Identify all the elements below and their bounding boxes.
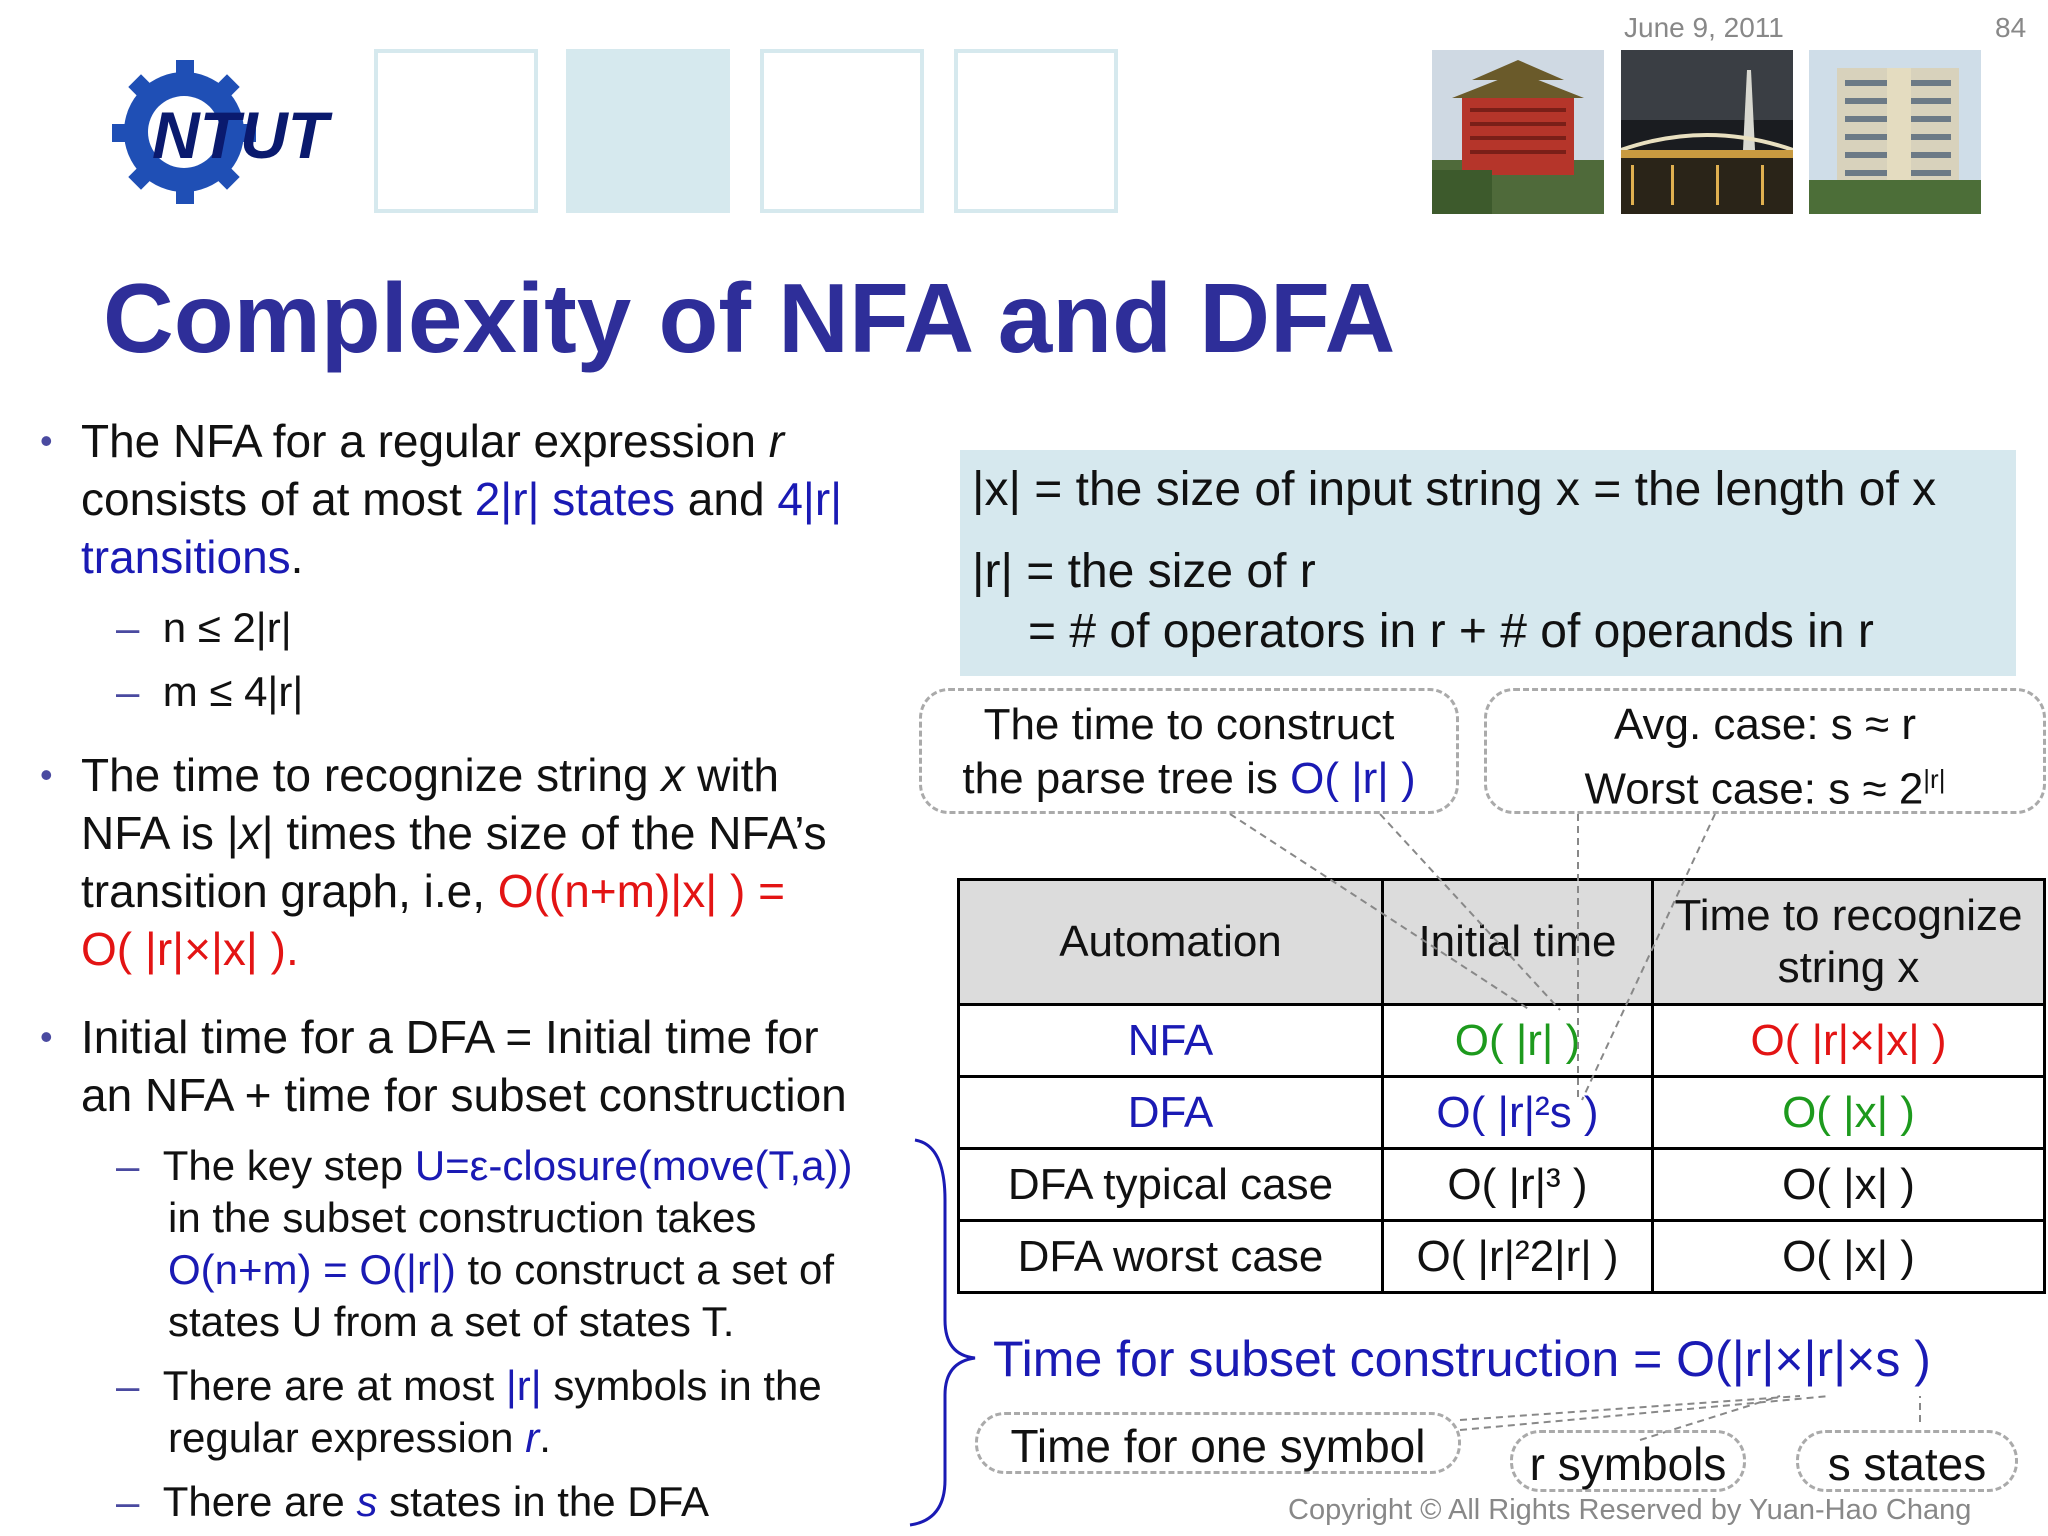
cell: O( |r|×|x| ) bbox=[1653, 1005, 2045, 1077]
cell: O( |r|²2|r| ) bbox=[1383, 1221, 1653, 1293]
text: states in the DFA bbox=[377, 1478, 709, 1525]
box-r-symbols-label: r symbols bbox=[1529, 1438, 1727, 1490]
def-r-detail: = # of operators in r + # of operands in r bbox=[1028, 605, 1874, 658]
cell: DFA bbox=[959, 1077, 1383, 1149]
text: regular expression bbox=[168, 1414, 526, 1461]
transitions-count: 4|r| bbox=[777, 473, 843, 525]
text: The time to recognize string bbox=[81, 749, 662, 801]
box-r-symbols bbox=[1510, 1430, 1746, 1492]
text: NFA is | bbox=[81, 807, 239, 859]
closure-expr: U=ε-closure(move(T,a)) bbox=[414, 1142, 853, 1189]
box-one-symbol bbox=[975, 1412, 1461, 1474]
slide-date: June 9, 2011 bbox=[1624, 12, 1784, 43]
text: There are bbox=[162, 1478, 357, 1525]
nfa-complexity: O((n+m)|x| ) = bbox=[497, 865, 785, 917]
text: with bbox=[684, 749, 779, 801]
text: | times the size of the NFA’s bbox=[261, 807, 827, 859]
var-x: x bbox=[238, 807, 262, 859]
var-s: s bbox=[356, 1478, 378, 1525]
box-s-states bbox=[1796, 1430, 2018, 1492]
dash: – bbox=[116, 668, 140, 715]
cell: O( |r|³ ) bbox=[1383, 1149, 1653, 1221]
text: consists of at most bbox=[81, 473, 475, 525]
text: There are at most bbox=[162, 1362, 506, 1409]
key-step-line-2: in the subset construction takes bbox=[168, 1194, 757, 1241]
bullet-2-line-4: O( |r|×|x| ). bbox=[81, 923, 299, 975]
text: The NFA for a regular expression bbox=[81, 415, 769, 467]
text: . bbox=[539, 1414, 551, 1461]
cell: DFA typical case bbox=[959, 1149, 1383, 1221]
text: symbols in the bbox=[541, 1362, 822, 1409]
superscript: |r| bbox=[1923, 764, 1946, 794]
dash: – bbox=[116, 604, 140, 651]
closure-cost: O(n+m) = O(|r|) bbox=[168, 1246, 456, 1293]
cell: O( |x| ) bbox=[1653, 1149, 2045, 1221]
text: The key step bbox=[162, 1142, 415, 1189]
bullet-dot: • bbox=[40, 754, 53, 795]
cell: O( |r|²s ) bbox=[1383, 1077, 1653, 1149]
callout-avg-case: Avg. case: s ≈ r bbox=[1613, 700, 1917, 749]
bullet-3-line-2: an NFA + time for subset construction bbox=[81, 1069, 847, 1121]
text: the parse tree is bbox=[962, 754, 1291, 803]
text: Worst case: s ≈ 2 bbox=[1584, 764, 1924, 814]
states-count: 2|r| states bbox=[474, 473, 676, 525]
m-bound: m ≤ 4|r| bbox=[162, 668, 304, 715]
dash: – bbox=[116, 1142, 140, 1189]
def-r: |r| = the size of r bbox=[972, 545, 1316, 598]
text: and bbox=[675, 473, 778, 525]
r-size: |r| bbox=[505, 1362, 542, 1409]
text: string x bbox=[1777, 943, 1920, 992]
text: transition graph, i.e, bbox=[81, 865, 498, 917]
bullet-3-line-1: Initial time for a DFA = Initial time for bbox=[81, 1011, 819, 1063]
parse-cost: O( |r| ) bbox=[1290, 754, 1416, 803]
var-r: r bbox=[768, 415, 785, 467]
def-x: |x| = the size of input string x = the length of x bbox=[972, 463, 1937, 516]
cell: O( |x| ) bbox=[1653, 1221, 2045, 1293]
col-initial-time: Initial time bbox=[1383, 880, 1653, 1005]
callout-parse-tree-l1: The time to construct bbox=[983, 700, 1395, 749]
cell: O( |x| ) bbox=[1653, 1077, 2045, 1149]
bullet-dot: • bbox=[40, 420, 53, 461]
key-step-line-4: states U from a set of states T. bbox=[168, 1298, 735, 1345]
text: Time to recognize bbox=[1674, 891, 2023, 940]
var-x: x bbox=[661, 749, 685, 801]
slide-title: Complexity of NFA and DFA bbox=[103, 263, 1396, 373]
copyright: Copyright © All Rights Reserved by Yuan-Hao Chang bbox=[1288, 1494, 1972, 1526]
transitions-word: transitions bbox=[81, 531, 291, 583]
n-bound: n ≤ 2|r| bbox=[162, 604, 292, 651]
subset-construction-time: Time for subset construction = O(|r|×|r|×s ) bbox=[993, 1331, 1931, 1387]
bullet-dot: • bbox=[40, 1016, 53, 1057]
page-number: 84 bbox=[1995, 12, 2027, 43]
text: to construct a set of bbox=[455, 1246, 835, 1293]
cell: NFA bbox=[959, 1005, 1383, 1077]
cell: DFA worst case bbox=[959, 1221, 1383, 1293]
box-one-symbol-label: Time for one symbol bbox=[1010, 1420, 1426, 1472]
col-automation: Automation bbox=[959, 880, 1383, 1005]
box-s-states-label: s states bbox=[1827, 1438, 1987, 1490]
dash: – bbox=[116, 1478, 140, 1525]
var-r: r bbox=[525, 1414, 540, 1461]
cell: O( |r| ) bbox=[1383, 1005, 1653, 1077]
text: . bbox=[290, 531, 304, 583]
svg-text:NTUT: NTUT bbox=[152, 98, 328, 172]
dash: – bbox=[116, 1362, 140, 1409]
